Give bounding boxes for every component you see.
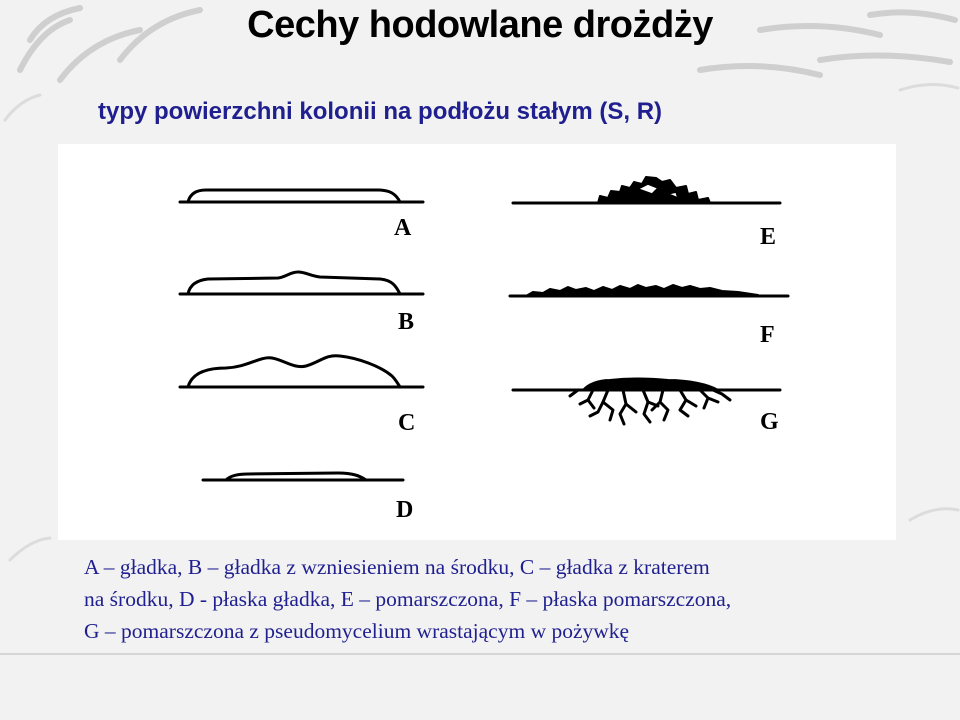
slide-subtitle: typy powierzchni kolonii na podłożu stałym (S, R) — [98, 98, 663, 125]
label-e: E — [760, 224, 777, 250]
label-f: F — [760, 322, 775, 348]
label-a: A — [394, 215, 412, 241]
colony-g-pseudomycelium-profile — [513, 379, 780, 425]
label-b: B — [398, 309, 415, 335]
colony-d-flat-profile — [203, 473, 403, 480]
label-c: C — [398, 410, 416, 436]
label-d: D — [396, 497, 414, 523]
colony-a-smooth-profile — [180, 190, 423, 202]
colony-b-central-elevation-profile — [180, 272, 423, 294]
caption-line: na środku, D - płaska gładka, E – pomarszczona, F – płaska pomarszczona, — [84, 587, 732, 611]
label-g: G — [760, 409, 779, 435]
slide-title: Cechy hodowlane drożdży — [247, 4, 713, 46]
colony-types-figure — [58, 144, 896, 540]
caption-line: G – pomarszczona z pseudomycelium wrastającym w pożywkę — [84, 619, 630, 643]
figure-caption — [84, 551, 914, 647]
colony-e-wrinkled-profile — [513, 177, 780, 203]
colony-drawings — [58, 144, 896, 540]
footer-divider — [0, 653, 960, 655]
colony-f-flat-wrinkled-profile — [510, 285, 788, 296]
colony-c-crater-profile — [180, 356, 423, 387]
caption-line: A – gładka, B – gładka z wzniesieniem na środku, C – gładka z kraterem — [84, 555, 710, 579]
